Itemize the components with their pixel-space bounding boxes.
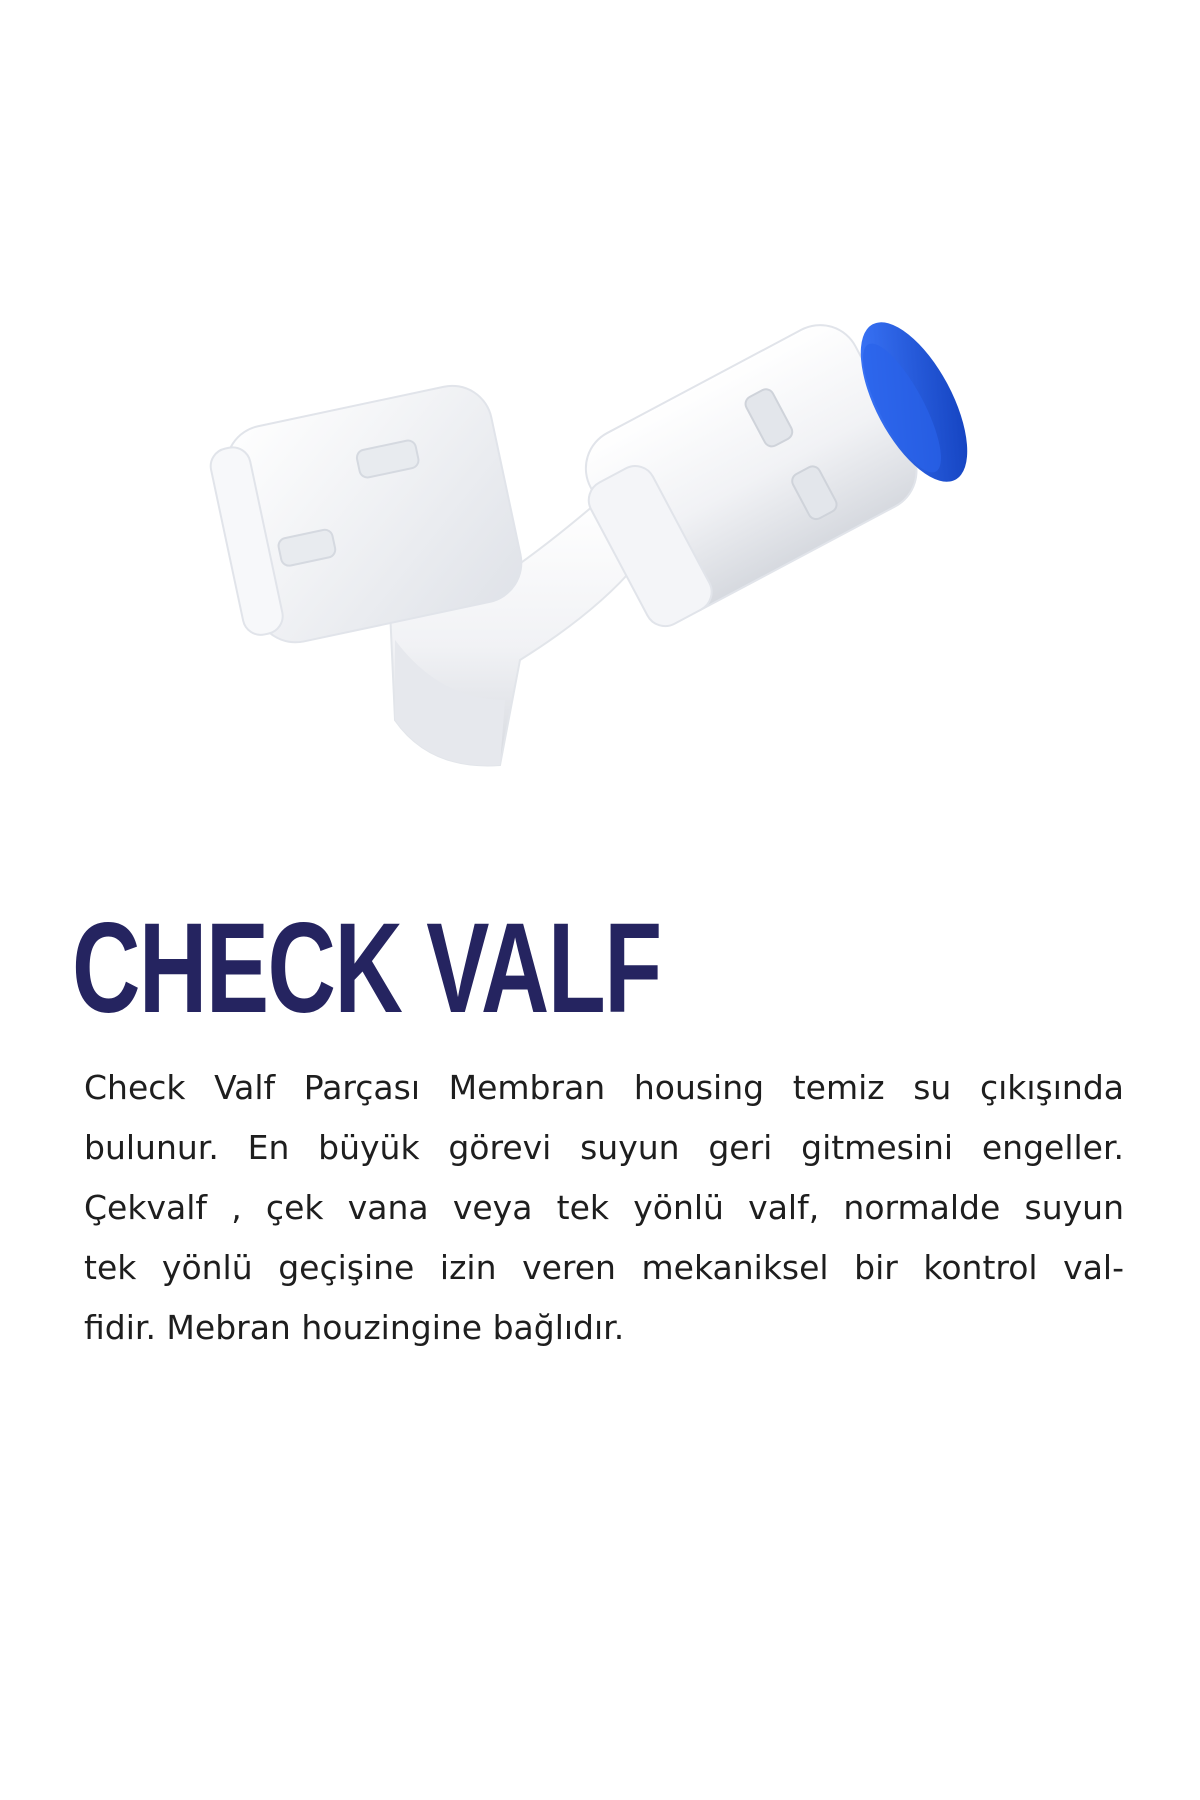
page-title: CHECK VALF xyxy=(72,897,661,1040)
product-description xyxy=(84,1058,1124,1358)
description-line: tek yönlü geçişine izin veren mekaniksel bir kontrol val- xyxy=(84,1248,1124,1287)
description-line: bulunur. En büyük görevi suyun geri gitmesini engeller. xyxy=(84,1128,1124,1167)
description-line: Check Valf Parçası Membran housing temiz su çıkışında xyxy=(84,1068,1124,1107)
description-line: fidir. Mebran houzingine bağlıdır. xyxy=(84,1308,625,1347)
description-line: Çekvalf , çek vana veya tek yönlü valf, normalde suyun xyxy=(84,1188,1124,1227)
check-valve-elbow-image xyxy=(0,0,1200,860)
